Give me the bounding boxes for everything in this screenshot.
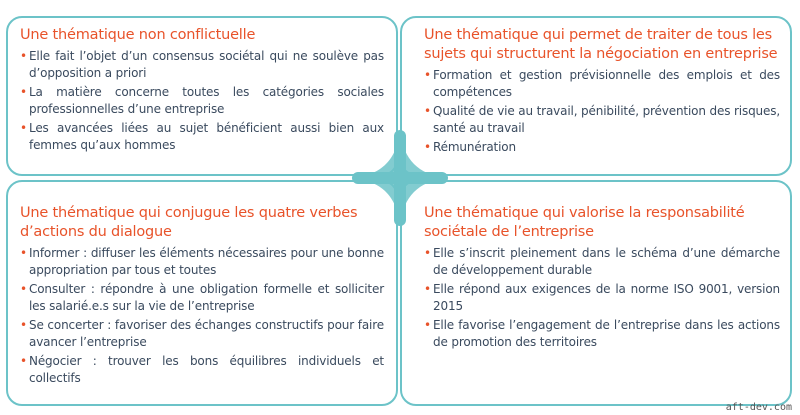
panel-bottom-left: [6, 180, 398, 406]
panel-top-right: [400, 16, 792, 176]
bullet-list: [20, 245, 384, 386]
center-cross-icon: [352, 130, 448, 226]
panel-bottom-right: [400, 180, 792, 406]
list-item: • Qualité de vie au travail, pénibilité, prévention des risques, santé au travail: [424, 103, 780, 136]
list-item: • Négocier : trouver les bons équilibres individuels et collectifs: [20, 353, 384, 386]
panel-title: Une thématique non conflictuelle: [20, 27, 256, 43]
list-item: • Consulter : répondre à une obligation formelle et solliciter les salarié.e.s sur la vie de l’entreprise: [20, 281, 384, 314]
list-item: • Elle répond aux exigences de la norme ISO 9001, version 2015: [424, 281, 780, 314]
panel-title: Une thématique qui permet de traiter de tous les sujets qui structurent la négociation en entreprise: [424, 27, 778, 62]
panel-top-left: [6, 16, 398, 176]
list-item: • Elle s’inscrit pleinement dans le schéma d’une démarche de développement durable: [424, 245, 780, 278]
bullet-list: [20, 48, 384, 153]
list-item: • Elle fait l’objet d’un consensus sociétal qui ne soulève pas d’opposition a priori: [20, 48, 384, 81]
panel-title: Une thématique qui conjugue les quatre verbes d’actions du dialogue: [20, 205, 358, 240]
bullet-list: [424, 245, 780, 350]
watermark: aft-dev.com: [725, 402, 792, 413]
list-item: • Elle favorise l’engagement de l’entreprise dans les actions de promotion des territoires: [424, 317, 780, 350]
panel-title: Une thématique qui valorise la responsabilité sociétale de l’entreprise: [424, 205, 745, 240]
list-item: • Informer : diffuser les éléments nécessaires pour une bonne appropriation par tous et toutes: [20, 245, 384, 278]
list-item: • Se concerter : favoriser des échanges constructifs pour faire avancer l’entreprise: [20, 317, 384, 350]
list-item: • Rémunération: [424, 139, 780, 156]
list-item: • La matière concerne toutes les catégories sociales professionnelles d’une entreprise: [20, 84, 384, 117]
bullet-list: [424, 67, 780, 156]
list-item: • Les avancées liées au sujet bénéficient aussi bien aux femmes qu’aux hommes: [20, 120, 384, 153]
list-item: • Formation et gestion prévisionnelle des emplois et des compétences: [424, 67, 780, 100]
